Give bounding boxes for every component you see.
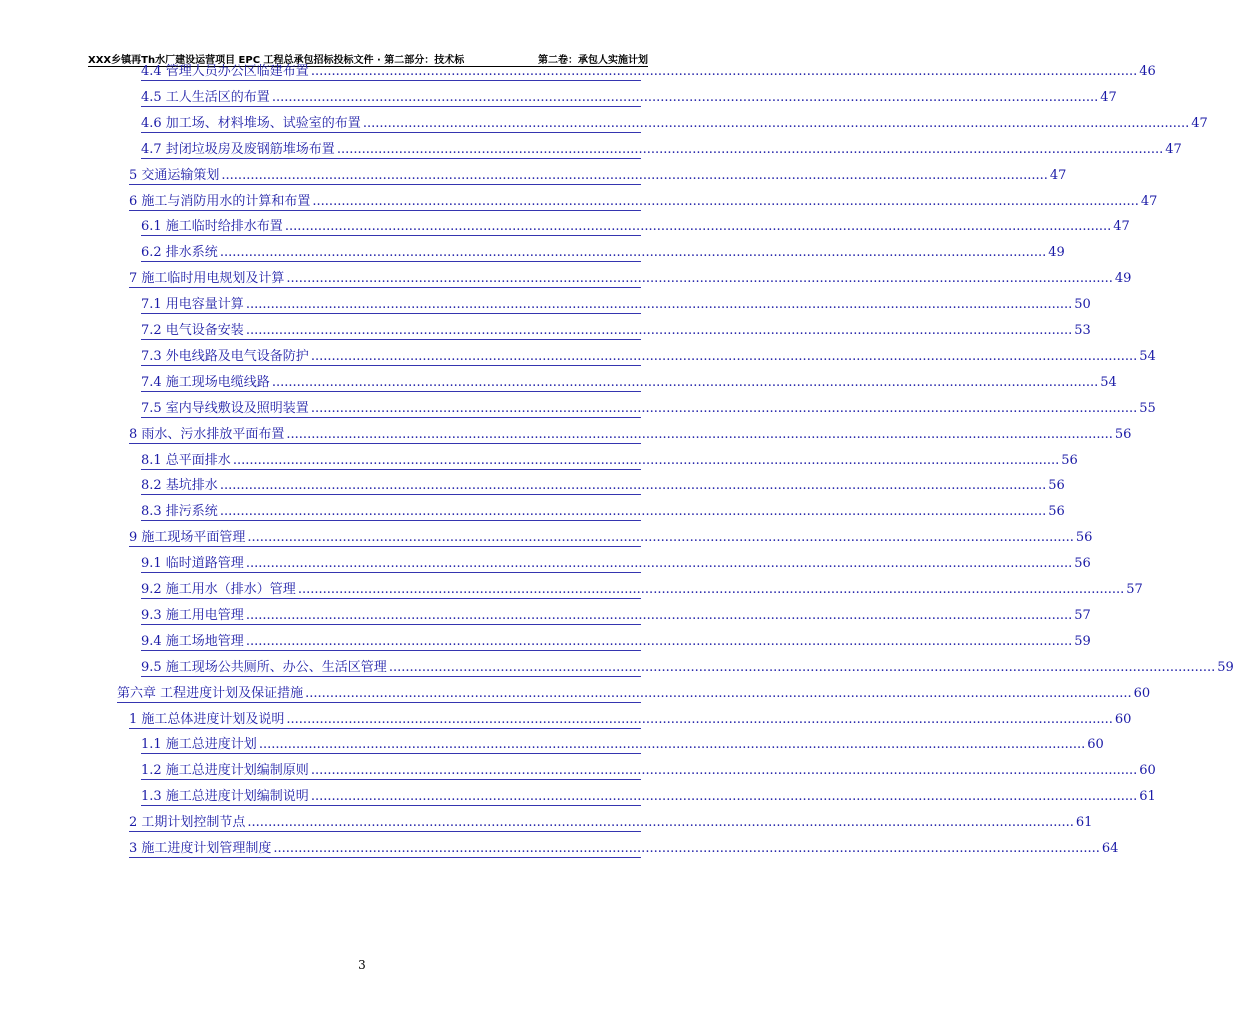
toc-entry-label: 7.5 室内导线敷设及照明装置: [141, 400, 309, 416]
toc-leader-dots: ........................................................................................................................................................................................................: [245, 323, 1073, 338]
toc-entry[interactable]: [129, 710, 1132, 729]
toc-entry-page: 55: [1139, 400, 1156, 416]
toc-entry-page: 59: [1074, 633, 1091, 649]
toc-leader-dots: ........................................................................................................................................................................................................: [310, 64, 1138, 79]
toc-entry[interactable]: [141, 735, 1104, 754]
toc-entry[interactable]: [129, 425, 1132, 444]
toc-entry-label: 1.2 施工总进度计划编制原则: [141, 763, 309, 779]
toc-entry-label: 4.4 管理人员办公区临建布置: [141, 64, 309, 79]
toc-entry-label: 1.1 施工总进度计划: [141, 737, 257, 753]
toc-leader-dots: ........................................................................................................................................................................................................: [219, 478, 1047, 494]
toc-entry-label: 8.2 基坑排水: [141, 478, 218, 494]
toc-entry-page: 64: [1101, 841, 1119, 856]
toc-entry-page: 54: [1100, 374, 1117, 390]
toc-entry-page: 47: [1100, 89, 1117, 105]
toc-entry-page: 57: [1074, 607, 1091, 623]
toc-leader-dots: ........................................................................................................................................................................................................: [219, 504, 1047, 520]
toc-entry-page: 61: [1075, 815, 1093, 831]
toc-entry-page: 56: [1075, 530, 1093, 546]
toc-leader-dots: ........................................................................................................................................................................................................: [362, 115, 1190, 131]
toc-leader-dots: ........................................................................................................................................................................................................: [232, 452, 1060, 468]
toc-entry-page: 57: [1126, 582, 1143, 597]
toc-entry-page: 56: [1048, 478, 1065, 494]
toc-leader-dots: ........................................................................................................................................................................................................: [336, 141, 1164, 157]
toc-entry-label: 1 施工总体进度计划及说明: [129, 711, 285, 727]
toc-leader-dots: ........................................................................................................................................................................................................: [247, 530, 1074, 546]
toc-entry[interactable]: [141, 295, 1091, 314]
header-document-title: XXX乡镇再Th水厂建设运营项目 EPC 工程总承包招标投标文件 · 第二部分：技术标: [88, 55, 465, 66]
toc-entry-label: 9.4 施工场地管理: [141, 633, 244, 649]
toc-entry[interactable]: [141, 373, 1117, 392]
toc-leader-dots: ........................................................................................................................................................................................................: [245, 607, 1073, 623]
toc-entry-label: 9.3 施工用电管理: [141, 607, 244, 623]
toc-entry[interactable]: [141, 347, 1156, 366]
toc-entry[interactable]: [141, 632, 1091, 651]
toc-entry-label: 6.1 施工临时给排水布置: [141, 219, 283, 235]
toc-entry-page: 49: [1048, 245, 1065, 261]
toc-entry-label: 4.7 封闭垃圾房及废钢筋堆场布置: [141, 141, 335, 157]
toc-entry[interactable]: [141, 580, 1143, 599]
toc-leader-dots: ........................................................................................................................................................................................................: [305, 685, 1132, 701]
toc-entry-page: 47: [1113, 219, 1130, 235]
toc-entry-label: 9.5 施工现场公共厕所、办公、生活区管理: [141, 659, 387, 675]
toc-entry-page: 59: [1217, 659, 1234, 675]
toc-entry-page: 60: [1139, 763, 1156, 779]
toc-leader-dots: ........................................................................................................................................................................................................: [245, 633, 1073, 649]
toc-entry-page: 56: [1048, 504, 1065, 520]
toc-entry-label: 5 交通运输策划: [129, 167, 220, 183]
toc-entry-label: 6.2 排水系统: [141, 245, 218, 261]
toc-leader-dots: ........................................................................................................................................................................................................: [245, 556, 1073, 572]
toc-leader-dots: ........................................................................................................................................................................................................: [221, 167, 1048, 183]
toc-leader-dots: ........................................................................................................................................................................................................: [271, 89, 1099, 105]
toc-entry[interactable]: [141, 243, 1065, 262]
toc-entry-page: 47: [1191, 115, 1208, 131]
toc-entry[interactable]: [141, 606, 1091, 625]
toc-leader-dots: ........................................................................................................................................................................................................: [219, 245, 1047, 261]
toc-leader-dots: ........................................................................................................................................................................................................: [271, 374, 1099, 390]
toc-entry[interactable]: [141, 502, 1065, 521]
toc-entry-label: 2 工期计划控制节点: [129, 815, 246, 831]
toc-entry-page: 49: [1114, 271, 1132, 287]
toc-leader-dots: ........................................................................................................................................................................................................: [284, 219, 1112, 235]
toc-entry-page: 60: [1087, 737, 1104, 753]
toc-leader-dots: ........................................................................................................................................................................................................: [310, 400, 1138, 416]
toc-entry[interactable]: [117, 684, 1151, 703]
toc-entry-label: 7.4 施工现场电缆线路: [141, 374, 270, 390]
toc-entry[interactable]: [141, 476, 1065, 495]
header-volume-title: 第二卷：承包人实施计划: [538, 55, 648, 66]
toc-entry-page: 56: [1074, 556, 1091, 572]
toc-leader-dots: ........................................................................................................................................................................................................: [247, 815, 1074, 831]
toc-entry[interactable]: [141, 761, 1156, 780]
toc-entry[interactable]: [141, 62, 1156, 81]
toc-entry-label: 1.3 施工总进度计划编制说明: [141, 789, 309, 805]
toc-leader-dots: ........................................................................................................................................................................................................: [312, 193, 1139, 209]
toc-entry-label: 9.2 施工用水（排水）管理: [141, 582, 296, 597]
toc-entry-page: 47: [1165, 141, 1182, 157]
toc-entry-page: 60: [1133, 685, 1151, 701]
toc-entry-label: 6 施工与消防用水的计算和布置: [129, 193, 311, 209]
toc-entry[interactable]: [141, 217, 1130, 236]
toc-entry-page: 53: [1074, 323, 1091, 338]
toc-leader-dots: ........................................................................................................................................................................................................: [286, 711, 1113, 727]
toc-entry[interactable]: [129, 813, 1093, 832]
toc-entry-page: 46: [1139, 64, 1156, 79]
toc-entry-page: 61: [1139, 789, 1156, 805]
toc-entry-label: 7 施工临时用电规划及计算: [129, 271, 285, 287]
toc-leader-dots: ........................................................................................................................................................................................................: [258, 737, 1086, 753]
toc-leader-dots: ........................................................................................................................................................................................................: [310, 348, 1138, 364]
toc-entry[interactable]: [129, 528, 1093, 547]
toc-entry-page: 50: [1074, 297, 1091, 313]
toc-entry[interactable]: [129, 839, 1119, 858]
toc-entry-label: 4.6 加工场、材料堆场、试验室的布置: [141, 115, 361, 131]
toc-entry[interactable]: [141, 140, 1182, 159]
toc-entry-page: 56: [1114, 426, 1132, 442]
toc-entry-page: 47: [1049, 167, 1067, 183]
toc-leader-dots: ........................................................................................................................................................................................................: [388, 659, 1216, 675]
toc-entry[interactable]: [141, 554, 1091, 573]
toc-entry-label: 9 施工现场平面管理: [129, 530, 246, 546]
toc-entry[interactable]: [141, 787, 1156, 806]
toc-entry-label: 4.5 工人生活区的布置: [141, 89, 270, 105]
toc-entry[interactable]: [129, 269, 1132, 288]
toc-leader-dots: ........................................................................................................................................................................................................: [310, 763, 1138, 779]
toc-entry[interactable]: [141, 321, 1091, 340]
toc-entry-page: 47: [1140, 193, 1158, 209]
page-number: 3: [358, 958, 366, 972]
toc-entry-label: 9.1 临时道路管理: [141, 556, 244, 572]
toc-entry-label: 3 施工进度计划管理制度: [129, 841, 272, 856]
toc-entry[interactable]: [129, 166, 1067, 185]
toc-entry-label: 7.1 用电容量计算: [141, 297, 244, 313]
toc-leader-dots: ........................................................................................................................................................................................................: [273, 841, 1100, 856]
toc-entry[interactable]: [129, 192, 1158, 211]
toc-leader-dots: ........................................................................................................................................................................................................: [286, 426, 1113, 442]
toc-entry-page: 60: [1114, 711, 1132, 727]
toc-entry-label: 8 雨水、污水排放平面布置: [129, 426, 285, 442]
toc-leader-dots: ........................................................................................................................................................................................................: [310, 789, 1138, 805]
toc-entry-label: 7.3 外电线路及电气设备防护: [141, 348, 309, 364]
toc-entry-page: 54: [1139, 348, 1156, 364]
toc-leader-dots: ........................................................................................................................................................................................................: [297, 582, 1125, 597]
toc-leader-dots: ........................................................................................................................................................................................................: [286, 271, 1113, 287]
toc-entry[interactable]: [141, 658, 1234, 677]
toc-entry-label: 8.3 排污系统: [141, 504, 218, 520]
toc-entry-label: 第六章 工程进度计划及保证措施: [117, 685, 304, 701]
toc-entry[interactable]: [141, 451, 1078, 470]
toc-entry[interactable]: [141, 88, 1117, 107]
toc-entry-label: 8.1 总平面排水: [141, 452, 231, 468]
toc-leader-dots: ........................................................................................................................................................................................................: [245, 297, 1073, 313]
toc-entry[interactable]: [141, 399, 1156, 418]
toc-entry-label: 7.2 电气设备安装: [141, 323, 244, 338]
toc-entry[interactable]: [141, 114, 1208, 133]
toc-entry-page: 56: [1061, 452, 1078, 468]
